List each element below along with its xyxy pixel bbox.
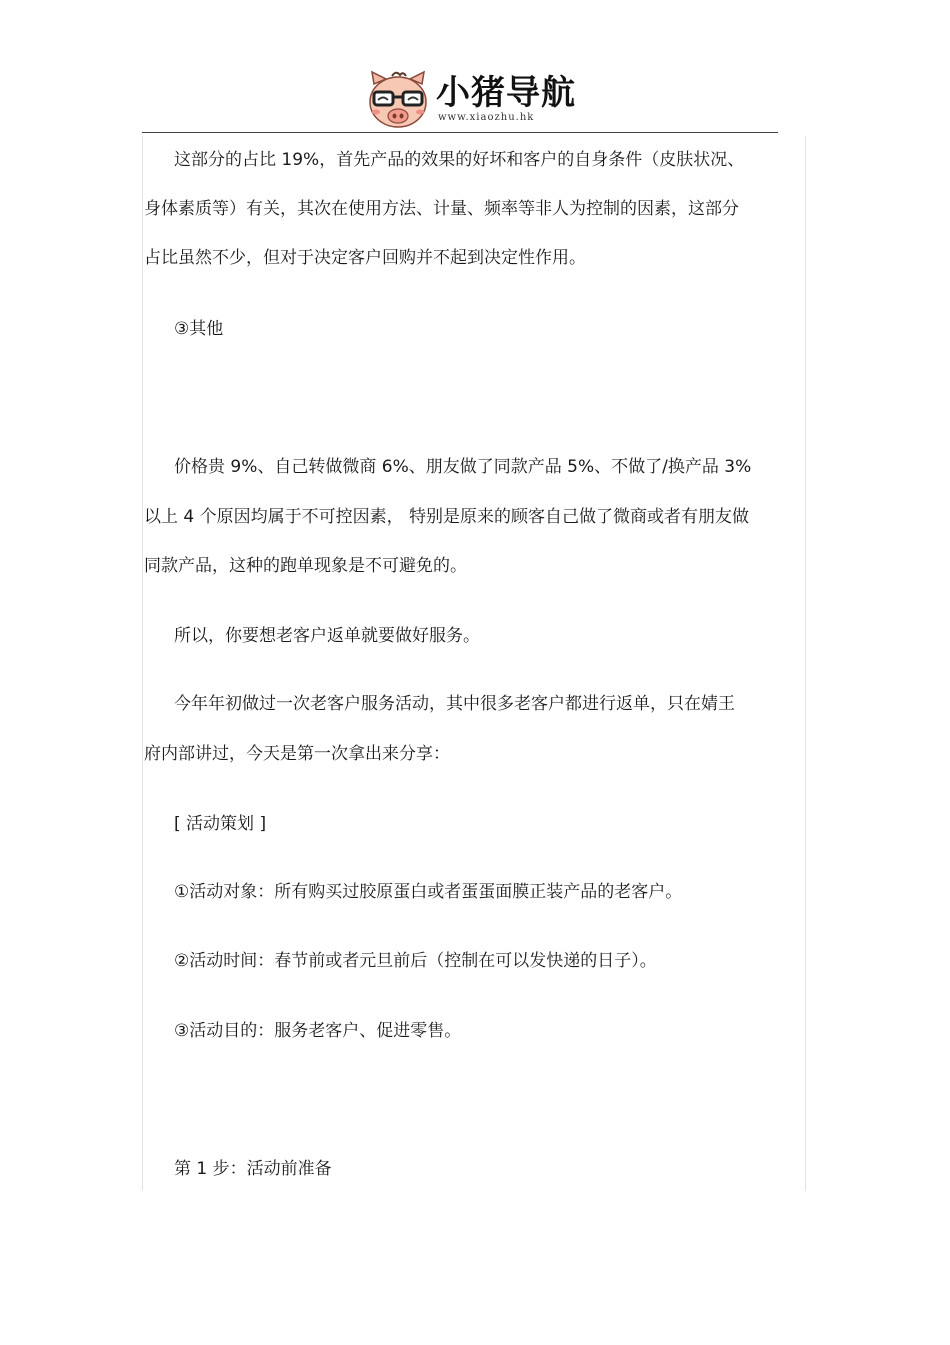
- paragraph-line: 价格贵 9%、自己转做微商 6%、朋友做了同款产品 5%、不做了/换产品 3%: [174, 457, 752, 477]
- paragraph-line: 府内部讲过，今天是第一次拿出来分享：: [144, 744, 450, 764]
- list-item: ②活动时间：春节前或者元旦前后（控制在可以发快递的日子）。: [174, 951, 657, 971]
- logo-title: 小猪导航: [436, 73, 576, 113]
- paragraph-line: 今年年初做过一次老客户服务活动，其中很多老客户都进行返单，只在婧王: [174, 694, 735, 714]
- section-heading: ③其他: [174, 319, 224, 339]
- pig-logo-icon: [366, 70, 430, 130]
- paragraph-line: 所以，你要想老客户返单就要做好服务。: [174, 626, 480, 646]
- logo-url: www.xiaozhu.hk: [438, 112, 535, 123]
- paragraph-line: 身体素质等）有关，其次在使用方法、计量、频率等非人为控制的因素，这部分: [144, 199, 739, 219]
- paragraph-line: 以上 4 个原因均属于不可控因素， 特别是原来的顾客自己做了微商或者有朋友做: [144, 507, 750, 527]
- step-heading: 第 1 步：活动前准备: [174, 1159, 332, 1179]
- site-logo[interactable]: [366, 70, 576, 130]
- paragraph-line: 这部分的占比 19%，首先产品的效果的好坏和客户的自身条件（皮肤状况、: [174, 150, 745, 170]
- page-header: [0, 0, 950, 134]
- section-heading: [ 活动策划 ]: [174, 814, 267, 834]
- header-divider: [142, 132, 778, 133]
- list-item: ①活动对象：所有购买过胶原蛋白或者蛋蛋面膜正装产品的老客户。: [174, 882, 683, 902]
- paragraph-line: 占比虽然不少，但对于决定客户回购并不起到决定性作用。: [144, 248, 586, 268]
- list-item: ③活动目的：服务老客户、促进零售。: [174, 1021, 462, 1041]
- paragraph-line: 同款产品，这种的跑单现象是不可避免的。: [144, 556, 467, 576]
